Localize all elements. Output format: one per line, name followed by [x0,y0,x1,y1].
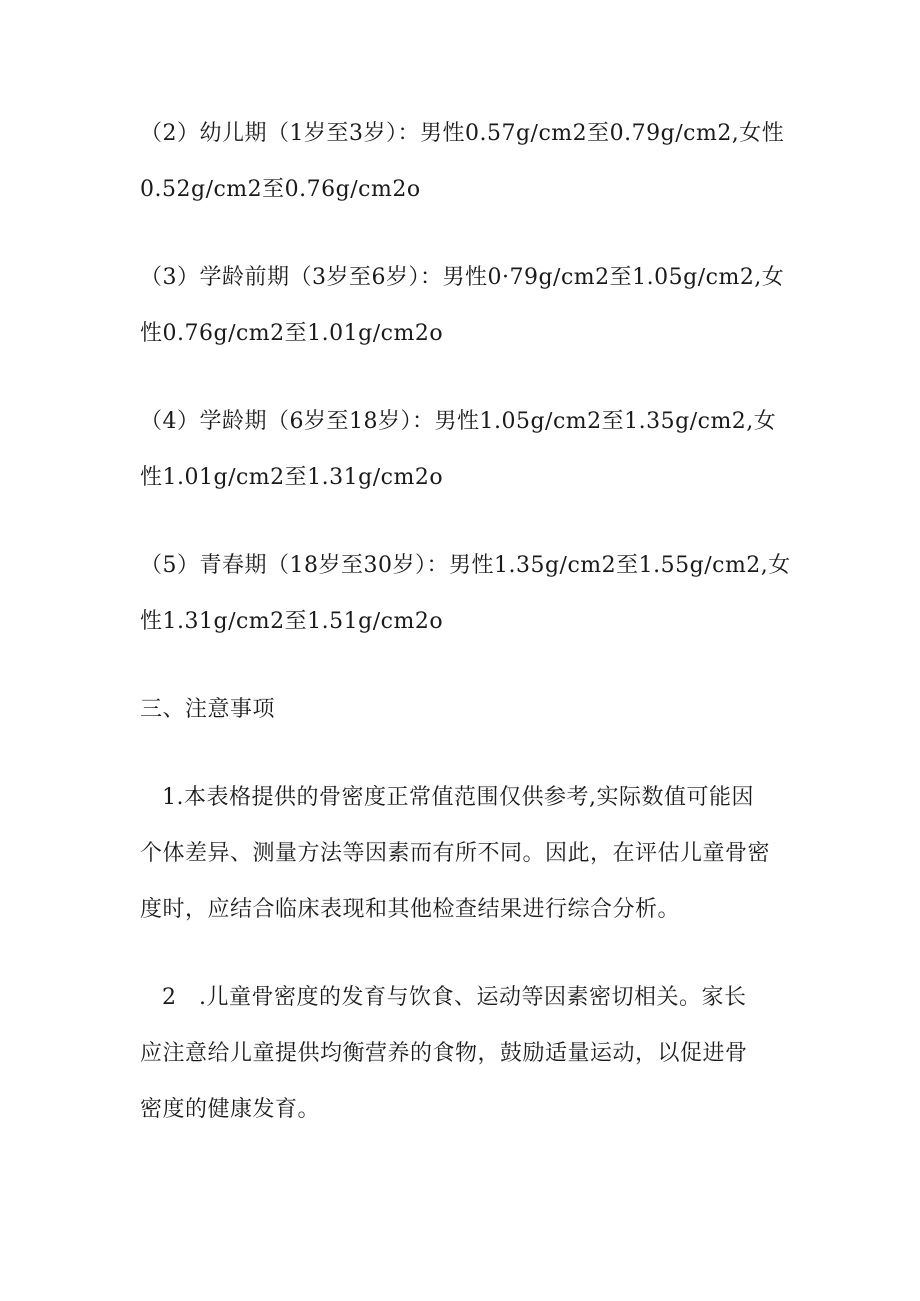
note-1-line-1: 1.本表格提供的骨密度正常值范围仅供参考,实际数值可能因 [162,785,754,810]
item-2-line-2: 0.52g∕cm2至0.76g∕cm2o [140,177,421,202]
note-1-line-3: 度时，应结合临床表现和其他检查结果进行综合分析。 [140,897,681,922]
item-5-line-1: （5）青春期（18岁至30岁）：男性1.35g∕cm2至1.55g∕cm2,女 [140,553,791,578]
note-2-line-3: 密度的健康发育。 [140,1097,321,1122]
section-heading: 三、注意事项 [140,697,276,722]
note-2-line-2: 应注意给儿童提供均衡营养的食物，鼓励适量运动，以促进骨 [140,1041,748,1066]
item-4-line-1: （4）学龄期（6岁至18岁）：男性1.05g∕cm2至1.35g∕cm2,女 [140,409,777,434]
note-1-line-2: 个体差异、测量方法等因素而有所不同。因此，在评估儿童骨密 [140,841,771,866]
item-5-line-2: 性1.31g∕cm2至1.51g∕cm2o [140,609,444,634]
item-3-line-1: （3）学龄前期（3岁至6岁）：男性0·79g∕cm2至1.05g∕cm2,女 [140,265,785,290]
note-2-line-1: 2 .儿童骨密度的发育与饮食、运动等因素密切相关。家长 [162,985,747,1010]
item-3-line-2: 性0.76g∕cm2至1.01g∕cm2o [140,321,444,346]
item-2-line-1: （2）幼儿期（1岁至3岁）：男性0.57g∕cm2至0.79g∕cm2,女性 [140,121,785,146]
item-4-line-2: 性1.01g∕cm2至1.31g∕cm2o [140,465,444,490]
